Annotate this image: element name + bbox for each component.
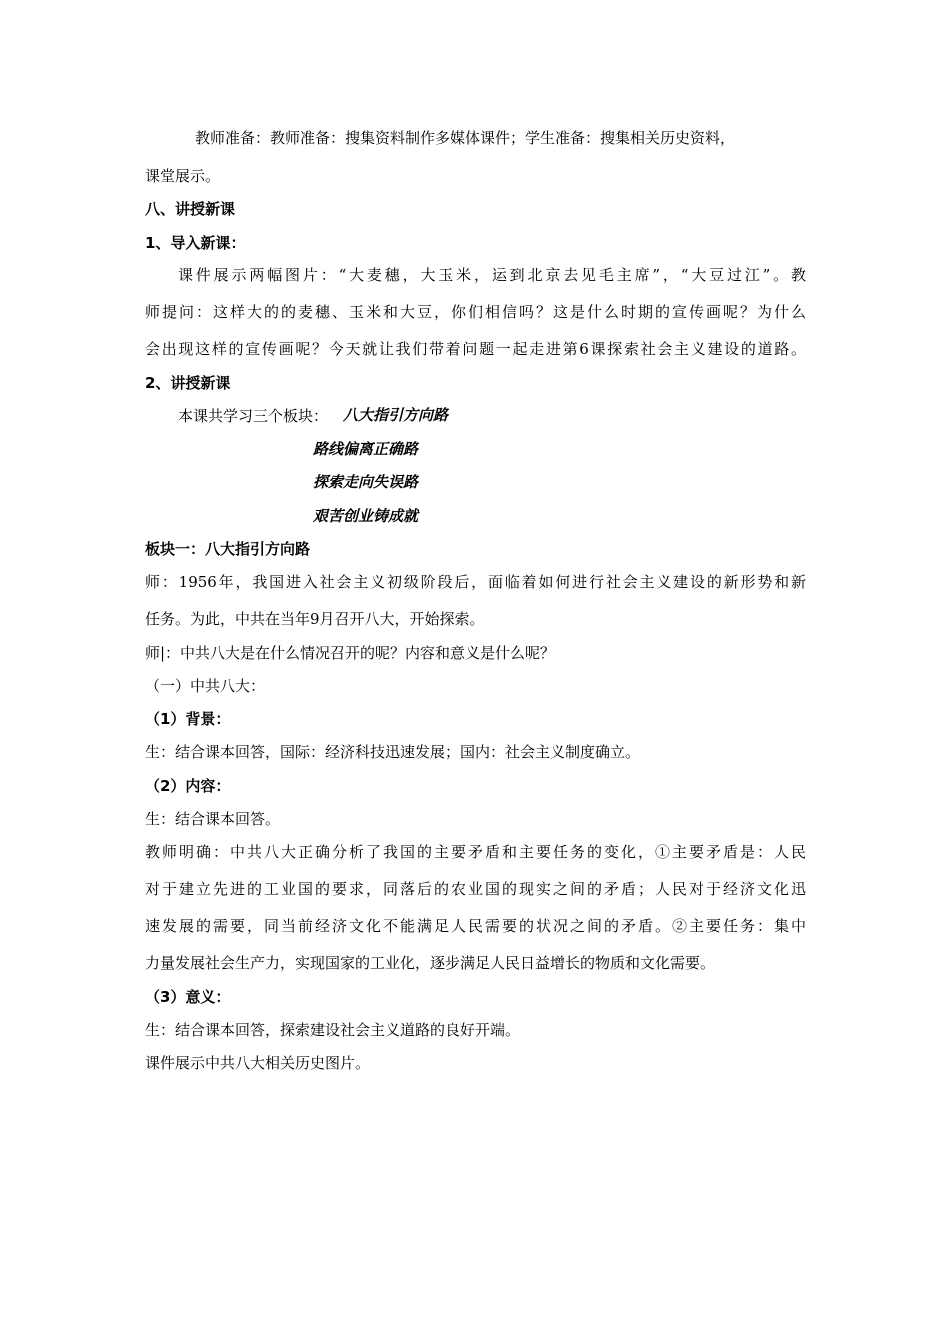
paragraph-intro-line-3: 会出现这样的宣传画呢？今天就让我们带着问题一起走进第6课探索社会主义建设的道路。 <box>145 340 806 358</box>
heading-background: （1）背景： <box>145 710 231 728</box>
paragraph-clarify-line-1: 教师明确：中共八大正确分析了我国的主要矛盾和主要任务的变化，①主要矛盾是：人民 <box>145 843 806 861</box>
module-item-1: 八大指引方向路 <box>343 406 449 424</box>
paragraph-teacher-line-2: 任务。为此，中共在当年9月召开八大，开始探索。 <box>145 610 485 628</box>
module-item-2: 路线偏离正确路 <box>313 440 419 458</box>
paragraph-preparation-line-2: 课堂展示。 <box>145 167 221 185</box>
paragraph-teacher-line-1: 师：1956年，我国进入社会主义初级阶段后，面临着如何进行社会主义建设的新形势和新 <box>145 573 806 591</box>
paragraph-intro-line-2: 师提问：这样大的的麦穗、玉米和大豆，你们相信吗？这是什么时期的宣传画呢？为什么 <box>145 303 806 321</box>
modules-prefix: 本课共学习三个板块： <box>178 407 329 425</box>
paragraph-background-answer: 生：结合课本回答，国际：经济科技迅速发展；国内：社会主义制度确立。 <box>145 743 641 761</box>
paragraph-preparation-line-1: 教师准备：教师准备：搜集资料制作多媒体课件；学生准备：搜集相关历史资料， <box>195 129 736 147</box>
module-item-3: 探索走向失误路 <box>313 473 419 491</box>
heading-teach: 2、讲授新课 <box>145 374 231 392</box>
heading-block-1: 板块一：八大指引方向路 <box>145 540 311 558</box>
paragraph-clarify-line-2: 对于建立先进的工业国的要求，同落后的农业国的现实之间的矛盾；人民对于经济文化迅 <box>145 880 806 898</box>
subheading-party-congress: （一）中共八大： <box>145 677 266 695</box>
heading-section-8: 八、讲授新课 <box>145 200 236 218</box>
paragraph-show-pictures: 课件展示中共八大相关历史图片。 <box>145 1054 371 1072</box>
paragraph-intro-line-1: 课件展示两幅图片：“大麦穗，大玉米，运到北京去见毛主席”，“大豆过江”。教 <box>178 266 806 284</box>
paragraph-content-answer: 生：结合课本回答。 <box>145 810 281 828</box>
paragraph-clarify-line-4: 力量发展社会生产力，实现国家的工业化，逐步满足人民日益增长的物质和文化需要。 <box>145 954 716 972</box>
heading-content: （2）内容： <box>145 777 231 795</box>
paragraph-significance-answer: 生：结合课本回答，探索建设社会主义道路的良好开端。 <box>145 1021 521 1039</box>
paragraph-teacher-question: 师|：中共八大是在什么情况召开的呢？内容和意义是什么呢？ <box>145 644 556 662</box>
paragraph-clarify-line-3: 速发展的需要，同当前经济文化不能满足人民需要的状况之间的矛盾。②主要任务：集中 <box>145 917 806 935</box>
heading-significance: （3）意义： <box>145 988 231 1006</box>
module-item-4: 艰苦创业铸成就 <box>313 507 419 525</box>
heading-intro: 1、导入新课： <box>145 234 246 252</box>
